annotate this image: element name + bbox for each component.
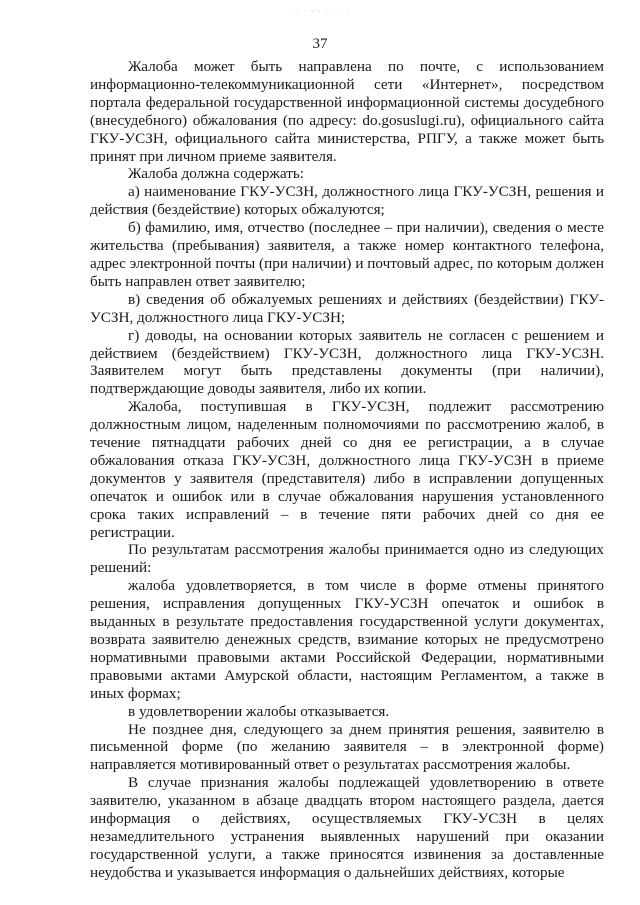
- paragraph-item-b: б) фамилию, имя, отчество (последнее – при наличии), сведения о месте жительства (пребывания) заявителя, а также номер контактного телефона, адрес электронной почты (при наличии) и почтовый адрес, по которым должен быть направлен ответ заявителю;: [90, 219, 604, 290]
- paragraph-response-deadline: Не позднее дня, следующего за днем принятия решения, заявителю в письменной форме (по желанию заявителя – в электронной форме) направляется мотивированный ответ о результатах рассмотрения жалобы.: [90, 720, 604, 774]
- paragraph-item-g: г) доводы, на основании которых заявитель не согласен с решением и действием (бездействием) ГКУ-УСЗН, должностного лица ГКУ-УСЗН. Заявителем могут быть представлены документы (при наличии), подтверждающие доводы заявителя, либо их копии.: [90, 326, 604, 398]
- paragraph-complaint-contents-intro: Жалоба должна содержать:: [128, 165, 304, 183]
- paragraph-item-v: в) сведения об обжалуемых решениях и действиях (бездействии) ГКУ-УСЗН, должностного лица ГКУ-УСЗН;: [90, 290, 604, 326]
- paragraph-decisions-intro: По результатам рассмотрения жалобы принимается одно из следующих решений:: [90, 541, 604, 577]
- header-scan-mark: · · · · · · · · ·: [289, 6, 351, 16]
- paragraph-complaint-channels: Жалоба может быть направлена по почте, с использованием информационно-телекоммуникационной сети «Интернет», посредством портала федеральной государственной информационной системы досудебного (внесудебного) обжалования (по адресу: do.gosuslugi.ru), официального сайта ГКУ-УСЗН, официального сайта министерства, РПГУ, а также может быть принят при личном приеме заявителя.: [90, 58, 604, 165]
- paragraph-review-terms: Жалоба, поступившая в ГКУ-УСЗН, подлежит рассмотрению должностным лицом, наделенным полномочиями по рассмотрению жалоб, в течение пятнадцати рабочих дней со дня ее регистрации, а в случае обжалования отказа ГКУ-УСЗН, должностного лица ГКУ-УСЗН в приеме документов у заявителя (представителя) либо в исправлении допущенных опечаток и ошибок или в случае обжалования нарушения установленного срока таких исправлений – в течение пяти рабочих дней со дня ее регистрации.: [90, 398, 604, 541]
- page-number: 37: [312, 36, 328, 52]
- paragraph-decision-satisfied: жалоба удовлетворяется, в том числе в форме отмены принятого решения, исправления допущенных ГКУ-УСЗН опечаток и ошибок в выданных в результате предоставления государственной услуги документах, возврата заявителю денежных средств, взимание которых не предусмотрено нормативными правовыми актами Российской Федерации, нормативными правовыми актами Амурской области, настоящим Регламентом, а также в иных формах;: [90, 577, 604, 702]
- document-body: [90, 58, 604, 882]
- paragraph-satisfied-response: В случае признания жалобы подлежащей удовлетворению в ответе заявителю, указанном в абзаце двадцать втором настоящего раздела, дается информация о действиях, осуществляемых ГКУ-УСЗН в целях незамедлительного устранения выявленных нарушений при оказании государственной услуги, а также приносятся извинения за доставленные неудобства и указывается информация о дальнейших действиях, которые: [90, 774, 604, 881]
- paragraph-decision-refused: в удовлетворении жалобы отказывается.: [128, 702, 390, 720]
- paragraph-item-a: а) наименование ГКУ-УСЗН, должностного лица ГКУ-УСЗН, решения и действия (бездействие) которых обжалуются;: [90, 183, 604, 219]
